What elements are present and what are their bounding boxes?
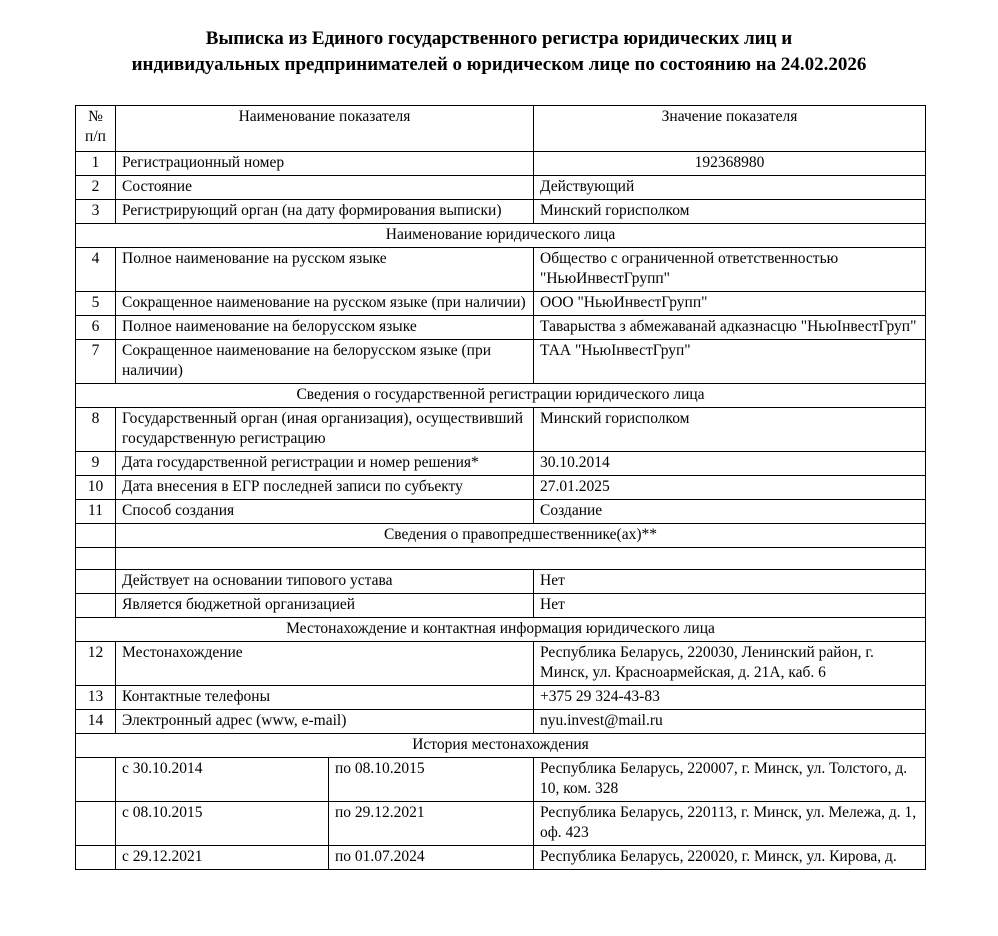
indicator-name-cell: Регистрирующий орган (на дату формирования выписки) [116,200,534,224]
indicator-value-cell: Минский горисполком [534,408,926,452]
section-title-cell: История местонахождения [76,734,926,758]
row-number-cell: 3 [76,200,116,224]
table-row [76,248,926,292]
indicator-name-cell: Является бюджетной организацией [116,594,534,618]
page [0,26,998,936]
row-number-cell: 6 [76,316,116,340]
table-row [76,176,926,200]
header-num-line2: п/п [85,128,106,146]
document-title-line1: Выписка из Единого государственного регистра юридических лиц и [205,28,793,49]
empty-cell [116,548,926,570]
indicator-value-cell: Действующий [534,176,926,200]
period-to-cell: по 08.10.2015 [329,758,534,802]
indicator-value-cell: Создание [534,500,926,524]
indicator-name-cell: Регистрационный номер [116,152,534,176]
document-page [0,26,998,936]
period-to-cell: по 29.12.2021 [329,802,534,846]
table-row [76,642,926,686]
row-number-cell [76,594,116,618]
indicator-value-cell: Таварыства з абмежаванай адказнасцю "НьюІнвестГруп" [534,316,926,340]
row-number-cell [76,802,116,846]
row-number-cell: 14 [76,710,116,734]
section-title-cell: Сведения о государственной регистрации юридического лица [76,384,926,408]
indicator-name-cell: Действует на основании типового устава [116,570,534,594]
indicator-value-cell: Республика Беларусь, 220030, Ленинский район, г. Минск, ул. Красноармейская, д. 21А, каб. 6 [534,642,926,686]
table-row [76,686,926,710]
row-number-cell: 1 [76,152,116,176]
indicator-name-cell: Сокращенное наименование на русском языке (при наличии) [116,292,534,316]
history-row [76,758,926,802]
table-row [76,500,926,524]
table-header [76,106,926,152]
table-row [76,340,926,384]
indicator-value-cell: ООО "НьюИнвестГрупп" [534,292,926,316]
table-row [76,316,926,340]
indicator-name-cell: Дата внесения в ЕГР последней записи по субъекту [116,476,534,500]
section-title-cell: Наименование юридического лица [76,224,926,248]
row-number-cell: 13 [76,686,116,710]
history-row [76,802,926,846]
indicator-name-cell: Состояние [116,176,534,200]
row-number-cell: 9 [76,452,116,476]
row-number-cell: 4 [76,248,116,292]
indicator-name-cell: Способ создания [116,500,534,524]
indicator-name-cell: Государственный орган (иная организация), осуществивший государственную регистрацию [116,408,534,452]
period-from-cell: с 29.12.2021 [116,846,329,870]
row-number-cell [76,570,116,594]
indicator-name-cell: Полное наименование на белорусском языке [116,316,534,340]
row-number-cell: 7 [76,340,116,384]
table-row [76,476,926,500]
header-row [76,106,926,152]
period-from-cell: с 08.10.2015 [116,802,329,846]
row-number-cell: 11 [76,500,116,524]
table-row [76,594,926,618]
indicator-value-cell: 27.01.2025 [534,476,926,500]
row-number-cell: 8 [76,408,116,452]
period-to-cell: по 01.07.2024 [329,846,534,870]
address-cell: Республика Беларусь, 220113, г. Минск, ул. Мележа, д. 1, оф. 423 [534,802,926,846]
table-row [76,570,926,594]
row-number-cell: 5 [76,292,116,316]
indicator-name-cell: Электронный адрес (www, e-mail) [116,710,534,734]
table-body [76,152,926,870]
indicator-value-cell: nyu.invest@mail.ru [534,710,926,734]
indicator-value-cell: Нет [534,570,926,594]
row-number-cell: 2 [76,176,116,200]
indicator-name-cell: Местонахождение [116,642,534,686]
section-row [76,224,926,248]
section-row [76,618,926,642]
header-value-cell: Значение показателя [534,106,926,152]
indicator-value-cell: Общество с ограниченной ответственностью "НьюИнвестГрупп" [534,248,926,292]
row-number-cell [76,548,116,570]
header-num-cell [76,106,116,152]
indicator-value-cell: 192368980 [534,152,926,176]
row-number-cell: 10 [76,476,116,500]
indicator-value-cell: ТАА "НьюІнвестГруп" [534,340,926,384]
row-number-cell [76,524,116,548]
indicator-name-cell: Сокращенное наименование на белорусском языке (при наличии) [116,340,534,384]
period-from-cell: с 30.10.2014 [116,758,329,802]
row-number-cell [76,846,116,870]
section-title-cell: Местонахождение и контактная информация юридического лица [76,618,926,642]
header-num-line1: № [88,108,103,126]
history-row [76,846,926,870]
table-row [76,152,926,176]
indicator-name-cell: Дата государственной регистрации и номер решения* [116,452,534,476]
indicator-value-cell: 30.10.2014 [534,452,926,476]
table-row [76,452,926,476]
address-cell: Республика Беларусь, 220007, г. Минск, ул. Толстого, д. 10, ком. 328 [534,758,926,802]
document-title [60,26,938,78]
row-number-cell [76,758,116,802]
document-title-line2: индивидуальных предпринимателей о юридическом лице по состоянию на 24.02.2026 [131,54,867,76]
section-row [76,384,926,408]
empty-row [76,548,926,570]
section-row [76,734,926,758]
header-name-cell: Наименование показателя [116,106,534,152]
indicator-value-cell: Минский горисполком [534,200,926,224]
table-row [76,408,926,452]
row-number-cell: 12 [76,642,116,686]
table-row [76,292,926,316]
indicator-name-cell: Контактные телефоны [116,686,534,710]
address-cell: Республика Беларусь, 220020, г. Минск, ул. Кирова, д. [534,846,926,870]
registry-table [75,105,926,870]
section-title-cell: Сведения о правопредшественнике(ах)** [116,524,926,548]
indicator-value-cell: +375 29 324-43-83 [534,686,926,710]
table-row [76,710,926,734]
section-row [76,524,926,548]
indicator-name-cell: Полное наименование на русском языке [116,248,534,292]
table-row [76,200,926,224]
indicator-value-cell: Нет [534,594,926,618]
